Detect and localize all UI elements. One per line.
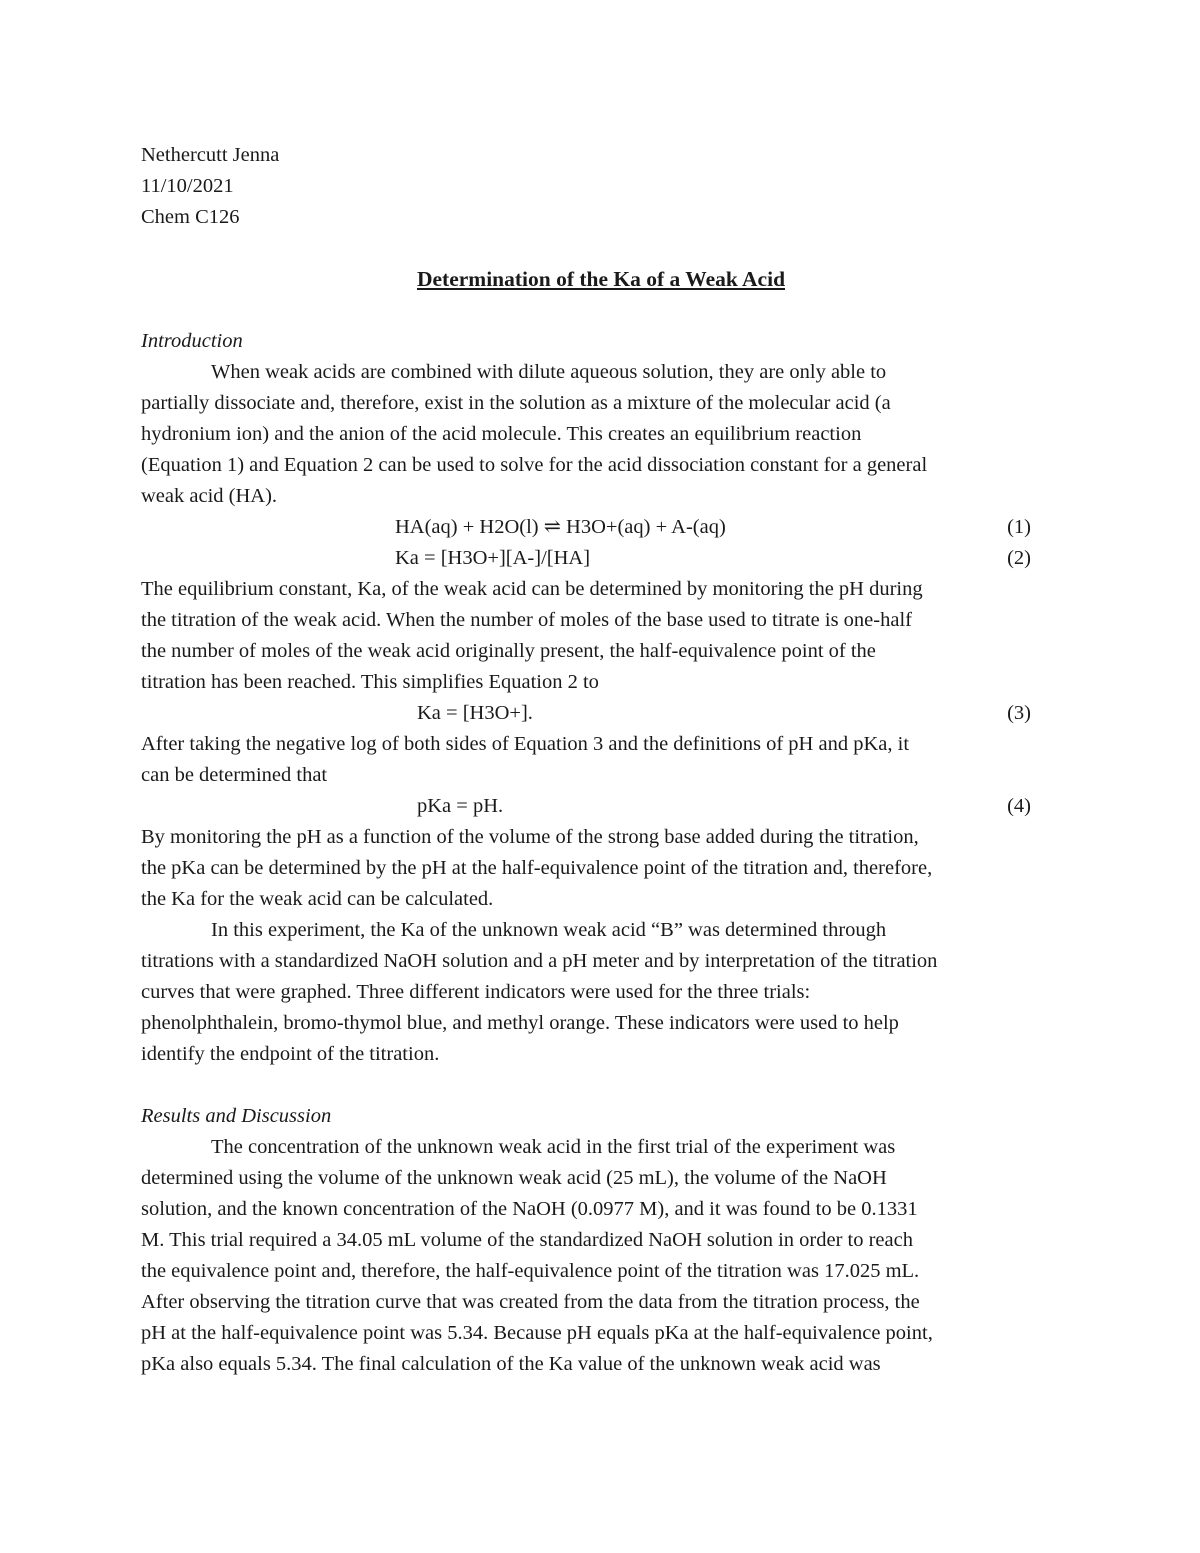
course-name: Chem C126 [141, 206, 240, 228]
paragraph-line: By monitoring the pH as a function of the volume of the strong base added during the titration, [141, 826, 919, 848]
paragraph-line: M. This trial required a 34.05 mL volume of the standardized NaOH solution in order to reach [141, 1229, 913, 1251]
introduction-heading: Introduction [141, 330, 243, 352]
paragraph-line: pKa also equals 5.34. The final calculation of the Ka value of the unknown weak acid was [141, 1353, 881, 1375]
paragraph-line: the titration of the weak acid. When the number of moles of the base used to titrate is one-half [141, 609, 912, 631]
equation-expression: HA(aq) + H2O(l) ⇌ H3O+(aq) + A-(aq) [395, 516, 726, 538]
paragraph-line: The equilibrium constant, Ka, of the weak acid can be determined by monitoring the pH during [141, 578, 923, 600]
paragraph-line: In this experiment, the Ka of the unknown weak acid “B” was determined through [211, 919, 887, 941]
equation-2 [141, 543, 1061, 574]
paragraph-line: titrations with a standardized NaOH solution and a pH meter and by interpretation of the titration [141, 950, 938, 972]
report-date: 11/10/2021 [141, 175, 234, 197]
paragraph-line: When weak acids are combined with dilute aqueous solution, they are only able to [211, 361, 887, 383]
equation-number: (3) [1007, 702, 1031, 724]
equation-4 [141, 791, 1061, 822]
equation-number: (4) [1007, 795, 1031, 817]
paragraph-line: can be determined that [141, 764, 328, 786]
document-title: Determination of the Ka of a Weak Acid [416, 267, 786, 291]
author-name: Nethercutt Jenna [141, 144, 280, 166]
paragraph-line: pH at the half-equivalence point was 5.34. Because pH equals pKa at the half-equivalence point, [141, 1322, 933, 1344]
paragraph-line: the Ka for the weak acid can be calculated. [141, 888, 494, 910]
paragraph-line: the pKa can be determined by the pH at the half-equivalence point of the titration and, therefore, [141, 857, 933, 879]
equation-3 [141, 698, 1061, 729]
paragraph-line: After observing the titration curve that was created from the data from the titration process, the [141, 1291, 920, 1313]
paragraph-line: The concentration of the unknown weak acid in the first trial of the experiment was [211, 1136, 896, 1158]
paragraph-line: the number of moles of the weak acid originally present, the half-equivalence point of the [141, 640, 876, 662]
paragraph-line: solution, and the known concentration of the NaOH (0.0977 M), and it was found to be 0.1331 [141, 1198, 918, 1220]
equation-1 [141, 512, 1061, 543]
paragraph-line: the equivalence point and, therefore, the half-equivalence point of the titration was 17.025 mL. [141, 1260, 920, 1282]
paragraph-line: After taking the negative log of both sides of Equation 3 and the definitions of pH and pKa, it [141, 733, 910, 755]
results-heading: Results and Discussion [141, 1105, 332, 1127]
equation-expression: Ka = [H3O+]. [417, 702, 533, 724]
equation-number: (1) [1007, 516, 1031, 538]
paragraph-line: determined using the volume of the unknown weak acid (25 mL), the volume of the NaOH [141, 1167, 887, 1189]
paragraph-line: identify the endpoint of the titration. [141, 1043, 440, 1065]
equation-expression: Ka = [H3O+][A-]/[HA] [395, 547, 591, 569]
paragraph-line: titration has been reached. This simplifies Equation 2 to [141, 671, 599, 693]
paragraph-line: phenolphthalein, bromo-thymol blue, and methyl orange. These indicators were used to help [141, 1012, 899, 1034]
equation-expression: pKa = pH. [417, 795, 504, 817]
document-page [141, 140, 1061, 1380]
paragraph-line: hydronium ion) and the anion of the acid molecule. This creates an equilibrium reaction [141, 423, 862, 445]
paragraph-line: (Equation 1) and Equation 2 can be used to solve for the acid dissociation constant for a general [141, 454, 928, 476]
paragraph-line: partially dissociate and, therefore, exist in the solution as a mixture of the molecular acid (a [141, 392, 891, 414]
paragraph-line: weak acid (HA). [141, 485, 278, 507]
paragraph-line: curves that were graphed. Three different indicators were used for the three trials: [141, 981, 811, 1003]
equation-number: (2) [1007, 547, 1031, 569]
